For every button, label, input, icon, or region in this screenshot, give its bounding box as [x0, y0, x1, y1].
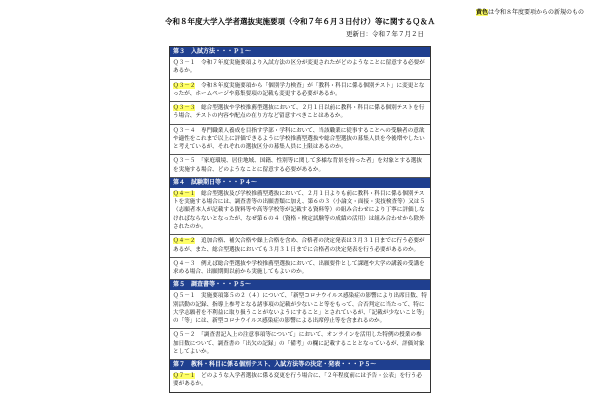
question-item — [170, 235, 430, 258]
legend-text: は令和８年度要項からの新規のもの — [487, 9, 584, 16]
question-id: Ｑ３－２ — [173, 82, 196, 89]
question-item — [170, 155, 430, 178]
legend-marker: 黄色 — [475, 9, 488, 16]
legend-note — [476, 9, 584, 17]
question-text: 追加合格、補欠合格や繰上合格を含め、合格者の決定発表は３月３１日までに行う必要があるが、また、総合型選抜においても３月３１日までに合格者の決定発表を行う必要があるのか。 — [173, 238, 425, 253]
question-text: 令和８年度実施要項から「個別学力検査」が「教科・科目に係る個別テスト」に変更となったが、ホームページや募集要項の記載も変更する必要があるか。 — [173, 82, 425, 97]
question-item — [170, 290, 430, 329]
question-text: 「家庭環境、居住地域、国籍、性別等に関して多様な背景を持った者」を対象とする選抜を実施する場合、どのようなことに留意する必要があるか。 — [173, 158, 422, 173]
question-item — [170, 125, 430, 156]
question-text: どのような入学者選抜に係る変更を行う場合に、「２年程度前には予告・公表」を行う必要があるか。 — [173, 373, 422, 388]
question-id: Ｑ４－２ — [173, 238, 196, 245]
section-header: 第５ 調査書等・・・Ｐ５～ — [170, 280, 430, 290]
qa-document — [169, 46, 431, 393]
question-text: 例えば総合型選抜や学校推薦型選抜において、出願要件として課題や大学の講義の受講を求める場合、出願期間以前から実施してもよいのか。 — [173, 260, 425, 276]
question-id: Ｑ３－５ — [173, 158, 196, 165]
page-title: 令和８年度大学入学者選抜実施要項（令和７年６月３日付け）等に関するＱ＆Ａ — [165, 17, 435, 26]
section-header: 第４ 試験期日等・・・Ｐ４～ — [170, 178, 430, 188]
question-id: Ｑ５－２ — [173, 332, 196, 339]
question-text: 「調査書記入上の注意事項等について」において、オンラインを活用した特例の授業の参加日数について、調査書の「出欠の記録」の「備考」の欄に記載することとなっているが、評価対象としてよいか。 — [173, 332, 425, 355]
question-id: Ｑ３－４ — [173, 127, 196, 134]
question-item — [170, 370, 430, 392]
question-text: 専門職業人養成を目指す学部・学科において、当該職業に従事することへの受験者の意欲や適性をこれまで以上に評価できるように学校推薦型選抜や総合型選抜の募集人員を今後増やしたいと考えているが、それぞれの選抜区分の募集人員に上限はあるのか。 — [173, 127, 425, 151]
section-header: 第７ 教科・科目に係る個別テスト、入試方法等の決定・発表・・・Ｐ５～ — [170, 360, 430, 370]
question-text: 総合型選抜及び学校推薦型選抜において、２月１日よりも前に教科・科目に係る個別テストを実施する場合には、調査書等の出願書類に加え、第６の３（小論文・面接・実技検査等）又は５（志願者本人が記載する資料等や高等学校等が記載する資料等）の組み合わせにより丁寧に評価しなければならないとなったが、なぜ第６の４（資格・検定試験等の成績の活用）は組み合わせから除外されたのか。 — [173, 190, 426, 230]
question-item — [170, 57, 430, 80]
question-id: Ｑ７－１ — [173, 373, 196, 380]
question-id: Ｑ３－３ — [173, 105, 196, 112]
question-text: 総合型選抜や学校推薦型選抜において、２月１日以前に教科・科目に係る個別テストを行う場合、テストの内容や配点の在り方など留意すべきことはあるか。 — [173, 105, 425, 120]
question-item — [170, 102, 430, 125]
updated-date: 更新日：令和７年７月２日 — [346, 30, 424, 38]
section-header: 第３ 入試方法・・・Ｐ１～ — [170, 47, 430, 57]
question-text: 実施要項第５の２（４）について、「新型コロナウイルス感染症の影響により出席日数、特別活動の記録、指導上参考となる諸事項の記載が少ないこと等をもって、合否判定に当たって、特に大学志願者を不利益に取り扱うことがないようにすること」とされているが、「記載が少ないこと等」の「等」には、新型コロナウイルス感染症の影響による出席停止等を含まれるのか。 — [173, 293, 427, 325]
question-item — [170, 80, 430, 103]
question-id: Ｑ５－１ — [173, 293, 196, 300]
question-text: 令和７年度実施要項より入試方法の区分が変更されたがどのようなことに留意する必要があるか。 — [173, 60, 425, 75]
question-item — [170, 188, 430, 235]
question-id: Ｑ３－１ — [173, 60, 196, 66]
question-item — [170, 258, 430, 281]
question-item — [170, 329, 430, 360]
question-id: Ｑ４－１ — [173, 190, 196, 197]
question-id: Ｑ４－３ — [173, 260, 196, 267]
